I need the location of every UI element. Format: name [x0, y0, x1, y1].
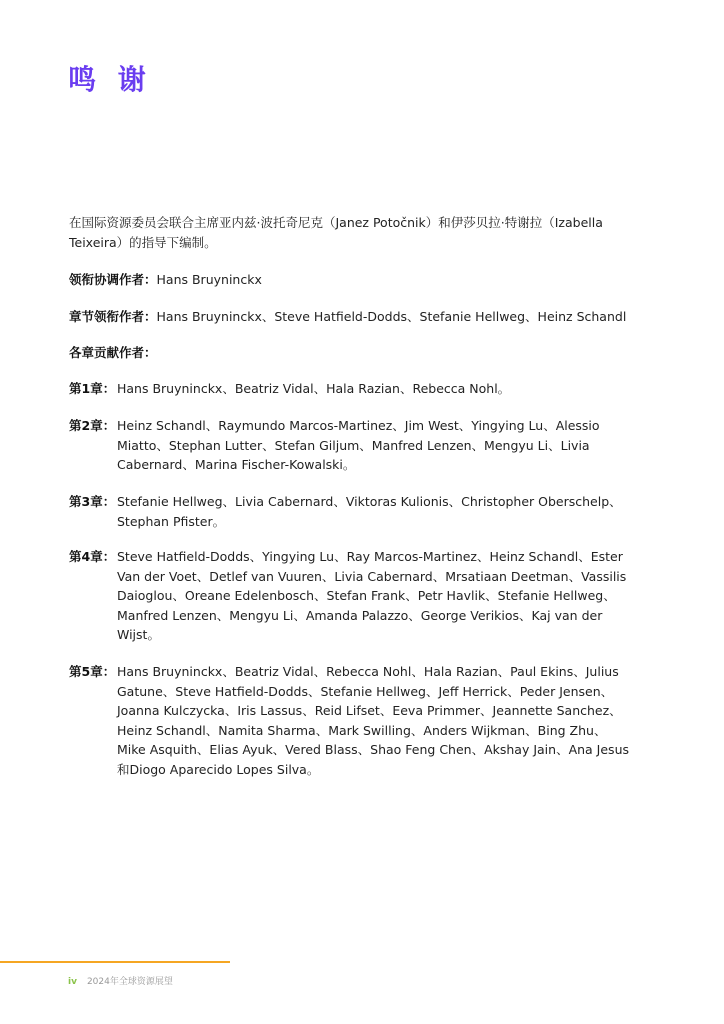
chapter-5-contributors	[69, 662, 629, 779]
footer-title: 2024年全球资源展望	[86, 977, 173, 987]
chapter-1-contributors	[69, 379, 629, 399]
page-footer	[68, 974, 173, 987]
lead-coordinating-author	[69, 270, 669, 290]
chapter-5-label: 第5章：	[69, 664, 116, 679]
lead-coordinating-label: 领衔协调作者：	[69, 272, 157, 287]
lead-coordinating-names: Hans Bruyninckx	[156, 272, 262, 287]
chapter-4-contributors	[69, 547, 629, 645]
chapter-1-names: Hans Bruyninckx、Beatriz Vidal、Hala Razian、Rebecca Nohl。	[117, 381, 511, 396]
contributors-heading-label: 各章贡献作者：	[69, 345, 157, 360]
chapter-1-label: 第1章：	[69, 381, 116, 396]
intro-paragraph: 在国际资源委员会联合主席亚内兹·波托奇尼克（Janez Potočnik）和伊莎贝拉·特谢拉（Izabella Teixeira）的指导下编制。	[69, 215, 603, 250]
chapter-lead-authors	[69, 307, 669, 327]
contributors-heading	[69, 343, 669, 363]
footer-rule	[0, 961, 230, 963]
chapter-3-label: 第3章：	[69, 494, 116, 509]
page-title: 鸣 谢	[68, 63, 152, 96]
chapter-3-names: Stefanie Hellweg、Livia Cabernard、Viktoras Kulionis、Christopher Oberschelp、Stephan Pfister。	[117, 494, 622, 529]
chapter-2-contributors	[69, 416, 629, 475]
chapter-lead-label: 章节领衔作者：	[69, 309, 157, 324]
chapter-3-contributors	[69, 492, 629, 531]
chapter-2-label: 第2章：	[69, 418, 116, 433]
page-number: iv	[68, 977, 77, 987]
chapter-5-names: Hans Bruyninckx、Beatriz Vidal、Rebecca Nohl、Hala Razian、Paul Ekins、Julius Gatune、Steve Hatfield-Dodds、Stefanie Hellweg、Jeff Herrick、Peder Jensen、Joanna Kulczycka、Iris Lassus、Reid Lifset、Eeva Primmer、Jeannette Sanchez、Heinz Schandl、Namita Sharma、Mark Swilling、Anders Wijkman、Bing Zhu、Mike Asquith、Elias Ayuk、Vered Blass、Shao Feng Chen、Akshay Jain、Ana Jesus和Diogo Aparecido Lopes Silva。	[117, 664, 630, 777]
chapter-4-label: 第4章：	[69, 549, 116, 564]
chapter-4-names: Steve Hatfield-Dodds、Yingying Lu、Ray Marcos-Martinez、Heinz Schandl、Ester Van der Voet、Detlef van Vuuren、Livia Cabernard、Mrsatiaan Deetman、Vassilis Daioglou、Oreane Edelenbosch、Stefan Frank、Petr Havlik、Stefanie Hellweg、Manfred Lenzen、Mengyu Li、Amanda Palazzo、George Verikios、Kaj van der Wijst。	[117, 549, 627, 642]
chapter-2-names: Heinz Schandl、Raymundo Marcos-Martinez、Jim West、Yingying Lu、Alessio Miatto、Stephan Lutter、Stefan Giljum、Manfred Lenzen、Mengyu Li、Livia Cabernard、Marina Fischer-Kowalski。	[117, 418, 600, 472]
chapter-lead-names: Hans Bruyninckx、Steve Hatfield-Dodds、Stefanie Hellweg、Heinz Schandl	[156, 309, 627, 324]
